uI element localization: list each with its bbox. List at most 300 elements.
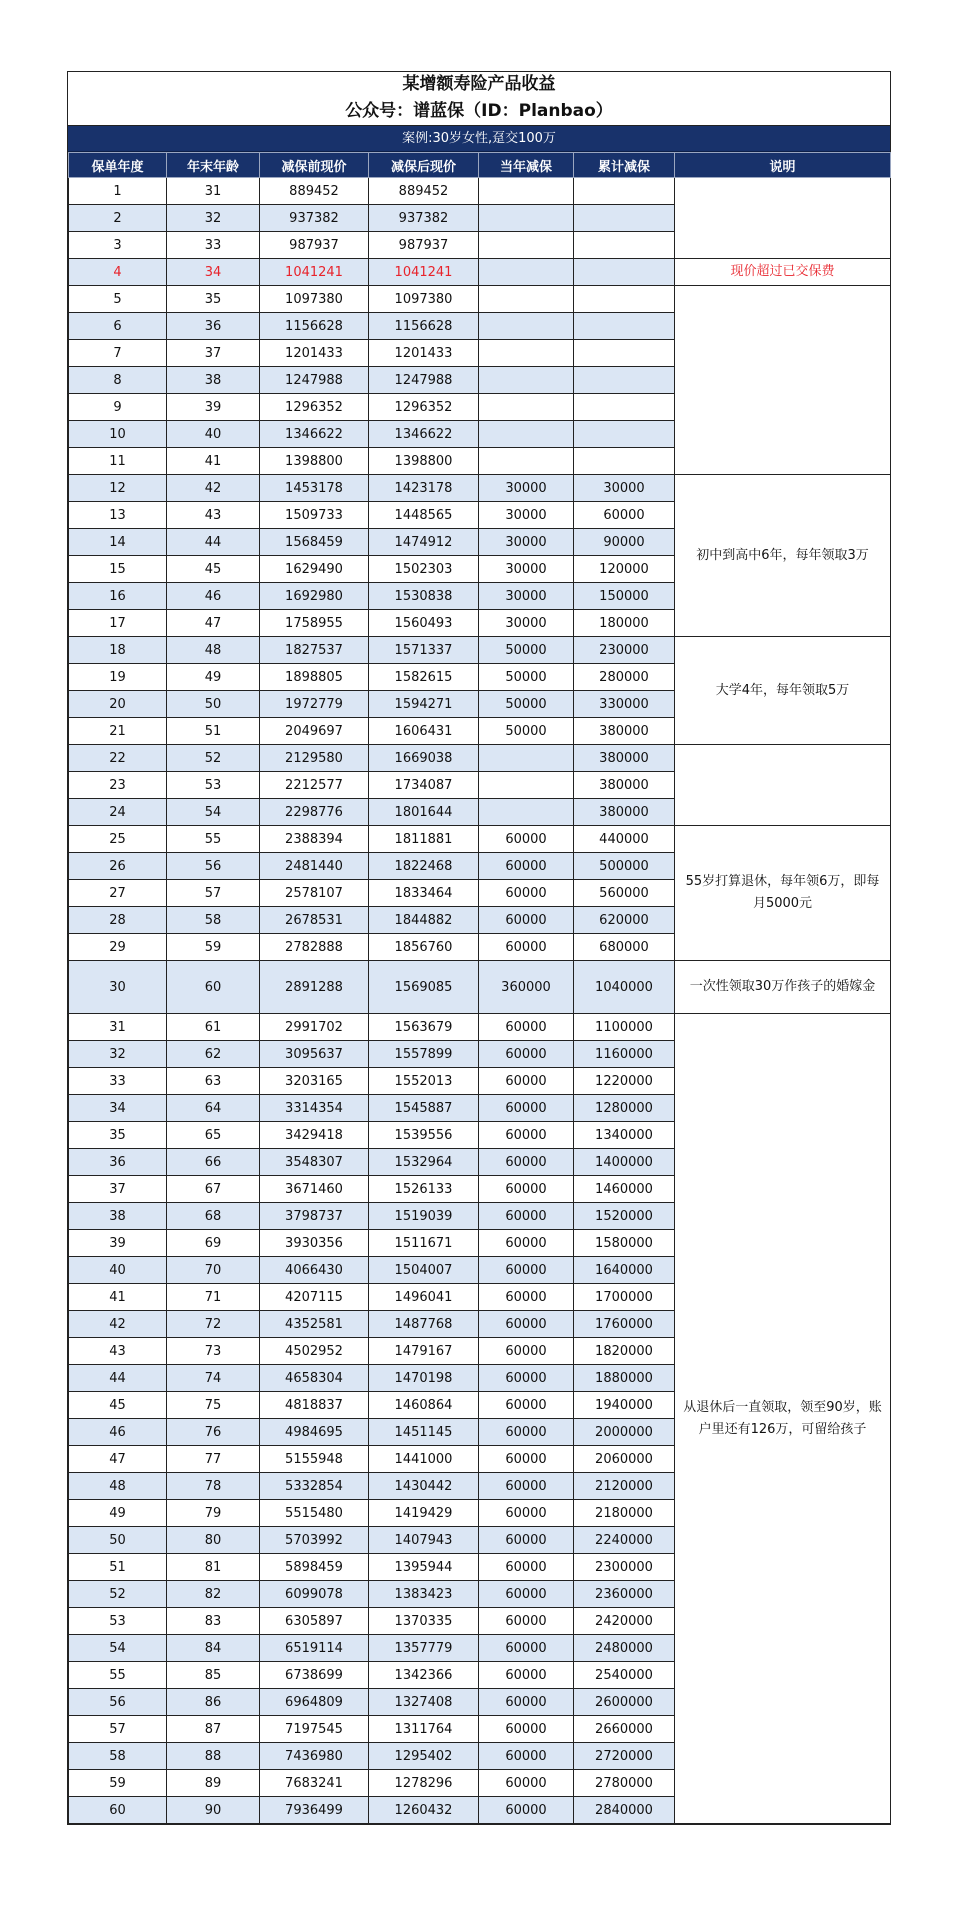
cell-age: 53 bbox=[167, 772, 260, 799]
cell-policy-year: 32 bbox=[69, 1041, 167, 1068]
cell-policy-year: 8 bbox=[69, 367, 167, 394]
cell-value-before: 1097380 bbox=[260, 286, 369, 313]
cell-value-after: 1278296 bbox=[369, 1770, 479, 1797]
cell-value-before: 1827537 bbox=[260, 637, 369, 664]
cell-age: 63 bbox=[167, 1068, 260, 1095]
cell-policy-year: 15 bbox=[69, 556, 167, 583]
cell-policy-year: 43 bbox=[69, 1338, 167, 1365]
cell-cumulative-withdrawal bbox=[574, 232, 675, 259]
cell-age: 32 bbox=[167, 205, 260, 232]
cell-annual-withdrawal bbox=[479, 178, 574, 205]
table-row bbox=[69, 745, 891, 772]
cell-cumulative-withdrawal: 1280000 bbox=[574, 1095, 675, 1122]
cell-annual-withdrawal: 60000 bbox=[479, 1527, 574, 1554]
cell-value-before: 1346622 bbox=[260, 421, 369, 448]
cell-age: 62 bbox=[167, 1041, 260, 1068]
cell-value-after: 1311764 bbox=[369, 1716, 479, 1743]
cell-value-before: 7436980 bbox=[260, 1743, 369, 1770]
cell-policy-year: 27 bbox=[69, 880, 167, 907]
cell-policy-year: 42 bbox=[69, 1311, 167, 1338]
sheet-title: 某增额寿险产品收益 bbox=[402, 74, 556, 94]
cell-value-after: 1487768 bbox=[369, 1311, 479, 1338]
cell-value-after: 1563679 bbox=[369, 1014, 479, 1041]
cell-cumulative-withdrawal: 500000 bbox=[574, 853, 675, 880]
cell-cumulative-withdrawal: 1640000 bbox=[574, 1257, 675, 1284]
note-cell bbox=[675, 178, 891, 259]
cell-policy-year: 35 bbox=[69, 1122, 167, 1149]
cell-value-after: 1451145 bbox=[369, 1419, 479, 1446]
cell-policy-year: 10 bbox=[69, 421, 167, 448]
cell-annual-withdrawal bbox=[479, 394, 574, 421]
cell-value-before: 2049697 bbox=[260, 718, 369, 745]
cell-value-after: 1526133 bbox=[369, 1176, 479, 1203]
cell-value-before: 3429418 bbox=[260, 1122, 369, 1149]
cell-policy-year: 58 bbox=[69, 1743, 167, 1770]
cell-value-before: 5332854 bbox=[260, 1473, 369, 1500]
cell-value-after: 1370335 bbox=[369, 1608, 479, 1635]
cell-cumulative-withdrawal bbox=[574, 448, 675, 475]
cell-annual-withdrawal: 60000 bbox=[479, 1311, 574, 1338]
cell-value-after: 1594271 bbox=[369, 691, 479, 718]
cell-value-after: 1504007 bbox=[369, 1257, 479, 1284]
cell-value-after: 1479167 bbox=[369, 1338, 479, 1365]
cell-policy-year: 53 bbox=[69, 1608, 167, 1635]
cell-annual-withdrawal: 60000 bbox=[479, 1797, 574, 1824]
cell-policy-year: 39 bbox=[69, 1230, 167, 1257]
header-value-after: 减保后现价 bbox=[369, 153, 479, 178]
cell-value-before: 4207115 bbox=[260, 1284, 369, 1311]
cell-policy-year: 7 bbox=[69, 340, 167, 367]
cell-policy-year: 51 bbox=[69, 1554, 167, 1581]
cell-value-before: 2388394 bbox=[260, 826, 369, 853]
cell-value-after: 1097380 bbox=[369, 286, 479, 313]
cell-age: 86 bbox=[167, 1689, 260, 1716]
cell-cumulative-withdrawal: 2840000 bbox=[574, 1797, 675, 1824]
cell-cumulative-withdrawal: 2060000 bbox=[574, 1446, 675, 1473]
cell-annual-withdrawal: 60000 bbox=[479, 853, 574, 880]
cell-annual-withdrawal bbox=[479, 205, 574, 232]
cell-value-before: 3314354 bbox=[260, 1095, 369, 1122]
cell-annual-withdrawal bbox=[479, 448, 574, 475]
insurance-sheet bbox=[67, 71, 891, 1825]
note-cell: 从退休后一直领取，领至90岁，账户里还有126万，可留给孩子 bbox=[675, 1014, 891, 1824]
cell-value-before: 3671460 bbox=[260, 1176, 369, 1203]
cell-value-before: 1568459 bbox=[260, 529, 369, 556]
sheet-subtitle: 公众号：谱蓝保（ID：Planbao） bbox=[68, 97, 890, 126]
cell-age: 54 bbox=[167, 799, 260, 826]
cell-annual-withdrawal: 50000 bbox=[479, 664, 574, 691]
cell-annual-withdrawal: 60000 bbox=[479, 880, 574, 907]
cell-policy-year: 50 bbox=[69, 1527, 167, 1554]
cell-cumulative-withdrawal: 1700000 bbox=[574, 1284, 675, 1311]
cell-cumulative-withdrawal: 380000 bbox=[574, 718, 675, 745]
cell-annual-withdrawal: 60000 bbox=[479, 934, 574, 961]
benefit-table bbox=[68, 152, 891, 1824]
cell-age: 64 bbox=[167, 1095, 260, 1122]
cell-value-after: 1201433 bbox=[369, 340, 479, 367]
table-row bbox=[69, 637, 891, 664]
cell-value-after: 1856760 bbox=[369, 934, 479, 961]
cell-policy-year: 12 bbox=[69, 475, 167, 502]
cell-annual-withdrawal: 60000 bbox=[479, 1257, 574, 1284]
cell-annual-withdrawal: 60000 bbox=[479, 1014, 574, 1041]
cell-annual-withdrawal: 60000 bbox=[479, 1581, 574, 1608]
cell-age: 68 bbox=[167, 1203, 260, 1230]
cell-age: 88 bbox=[167, 1743, 260, 1770]
table-row bbox=[69, 826, 891, 853]
cell-value-after: 1519039 bbox=[369, 1203, 479, 1230]
cell-cumulative-withdrawal bbox=[574, 313, 675, 340]
cell-policy-year: 55 bbox=[69, 1662, 167, 1689]
cell-annual-withdrawal: 60000 bbox=[479, 1392, 574, 1419]
table-body bbox=[69, 178, 891, 1824]
cell-age: 82 bbox=[167, 1581, 260, 1608]
cell-cumulative-withdrawal: 2000000 bbox=[574, 1419, 675, 1446]
cell-value-before: 1692980 bbox=[260, 583, 369, 610]
cell-value-after: 1383423 bbox=[369, 1581, 479, 1608]
cell-value-before: 1398800 bbox=[260, 448, 369, 475]
cell-annual-withdrawal: 30000 bbox=[479, 556, 574, 583]
cell-value-before: 2212577 bbox=[260, 772, 369, 799]
cell-policy-year: 33 bbox=[69, 1068, 167, 1095]
cell-policy-year: 28 bbox=[69, 907, 167, 934]
cell-value-before: 987937 bbox=[260, 232, 369, 259]
cell-value-after: 1571337 bbox=[369, 637, 479, 664]
cell-policy-year: 13 bbox=[69, 502, 167, 529]
cell-value-after: 1448565 bbox=[369, 502, 479, 529]
cell-policy-year: 54 bbox=[69, 1635, 167, 1662]
cell-value-after: 1156628 bbox=[369, 313, 479, 340]
cell-value-before: 889452 bbox=[260, 178, 369, 205]
cell-cumulative-withdrawal: 1820000 bbox=[574, 1338, 675, 1365]
cell-value-after: 1557899 bbox=[369, 1041, 479, 1068]
cell-policy-year: 14 bbox=[69, 529, 167, 556]
cell-annual-withdrawal: 30000 bbox=[479, 610, 574, 637]
cell-cumulative-withdrawal: 1160000 bbox=[574, 1041, 675, 1068]
cell-age: 76 bbox=[167, 1419, 260, 1446]
cell-annual-withdrawal: 50000 bbox=[479, 718, 574, 745]
cell-age: 43 bbox=[167, 502, 260, 529]
table-row bbox=[69, 178, 891, 205]
cell-policy-year: 59 bbox=[69, 1770, 167, 1797]
cell-value-before: 2481440 bbox=[260, 853, 369, 880]
cell-value-after: 1530838 bbox=[369, 583, 479, 610]
cell-annual-withdrawal: 60000 bbox=[479, 1095, 574, 1122]
cell-cumulative-withdrawal: 1520000 bbox=[574, 1203, 675, 1230]
cell-value-before: 4066430 bbox=[260, 1257, 369, 1284]
cell-value-after: 1430442 bbox=[369, 1473, 479, 1500]
cell-policy-year: 45 bbox=[69, 1392, 167, 1419]
cell-policy-year: 19 bbox=[69, 664, 167, 691]
cell-policy-year: 49 bbox=[69, 1500, 167, 1527]
cell-value-after: 1041241 bbox=[369, 259, 479, 286]
cell-age: 67 bbox=[167, 1176, 260, 1203]
cell-policy-year: 47 bbox=[69, 1446, 167, 1473]
cell-age: 74 bbox=[167, 1365, 260, 1392]
cell-age: 46 bbox=[167, 583, 260, 610]
cell-value-after: 1460864 bbox=[369, 1392, 479, 1419]
cell-annual-withdrawal: 60000 bbox=[479, 1743, 574, 1770]
cell-policy-year: 23 bbox=[69, 772, 167, 799]
cell-value-before: 6519114 bbox=[260, 1635, 369, 1662]
cell-annual-withdrawal: 60000 bbox=[479, 1068, 574, 1095]
cell-value-before: 4658304 bbox=[260, 1365, 369, 1392]
cell-policy-year: 31 bbox=[69, 1014, 167, 1041]
cell-age: 41 bbox=[167, 448, 260, 475]
cell-annual-withdrawal bbox=[479, 745, 574, 772]
cell-policy-year: 6 bbox=[69, 313, 167, 340]
cell-age: 42 bbox=[167, 475, 260, 502]
cell-cumulative-withdrawal: 30000 bbox=[574, 475, 675, 502]
cell-annual-withdrawal bbox=[479, 286, 574, 313]
cell-cumulative-withdrawal: 1880000 bbox=[574, 1365, 675, 1392]
note-cell: 现价超过已交保费 bbox=[675, 259, 891, 286]
cell-value-after: 1260432 bbox=[369, 1797, 479, 1824]
cell-age: 79 bbox=[167, 1500, 260, 1527]
cell-value-after: 1295402 bbox=[369, 1743, 479, 1770]
cell-policy-year: 26 bbox=[69, 853, 167, 880]
cell-value-before: 6305897 bbox=[260, 1608, 369, 1635]
cell-policy-year: 34 bbox=[69, 1095, 167, 1122]
cell-policy-year: 37 bbox=[69, 1176, 167, 1203]
cell-age: 38 bbox=[167, 367, 260, 394]
cell-cumulative-withdrawal: 1580000 bbox=[574, 1230, 675, 1257]
cell-cumulative-withdrawal: 380000 bbox=[574, 745, 675, 772]
header-annual-withdrawal: 当年减保 bbox=[479, 153, 574, 178]
cell-annual-withdrawal: 60000 bbox=[479, 1365, 574, 1392]
cell-policy-year: 16 bbox=[69, 583, 167, 610]
cell-cumulative-withdrawal: 2420000 bbox=[574, 1608, 675, 1635]
cell-age: 80 bbox=[167, 1527, 260, 1554]
cell-age: 85 bbox=[167, 1662, 260, 1689]
cell-cumulative-withdrawal: 1220000 bbox=[574, 1068, 675, 1095]
note-cell: 一次性领取30万作孩子的婚嫁金 bbox=[675, 961, 891, 1014]
cell-value-before: 3548307 bbox=[260, 1149, 369, 1176]
cell-cumulative-withdrawal: 1040000 bbox=[574, 961, 675, 1014]
cell-value-before: 6099078 bbox=[260, 1581, 369, 1608]
cell-value-before: 6964809 bbox=[260, 1689, 369, 1716]
cell-value-before: 2782888 bbox=[260, 934, 369, 961]
cell-cumulative-withdrawal: 120000 bbox=[574, 556, 675, 583]
cell-value-after: 1552013 bbox=[369, 1068, 479, 1095]
cell-age: 81 bbox=[167, 1554, 260, 1581]
cell-policy-year: 30 bbox=[69, 961, 167, 1014]
cell-annual-withdrawal: 60000 bbox=[479, 1662, 574, 1689]
table-row bbox=[69, 961, 891, 1014]
cell-age: 87 bbox=[167, 1716, 260, 1743]
cell-value-after: 1346622 bbox=[369, 421, 479, 448]
cell-annual-withdrawal: 30000 bbox=[479, 502, 574, 529]
cell-cumulative-withdrawal: 560000 bbox=[574, 880, 675, 907]
cell-value-before: 3798737 bbox=[260, 1203, 369, 1230]
case-banner: 案例:30岁女性,趸交100万 bbox=[68, 126, 890, 152]
cell-age: 33 bbox=[167, 232, 260, 259]
cell-value-before: 1972779 bbox=[260, 691, 369, 718]
cell-age: 35 bbox=[167, 286, 260, 313]
note-cell: 大学4年，每年领取5万 bbox=[675, 637, 891, 745]
cell-age: 73 bbox=[167, 1338, 260, 1365]
cell-age: 60 bbox=[167, 961, 260, 1014]
cell-age: 40 bbox=[167, 421, 260, 448]
cell-policy-year: 5 bbox=[69, 286, 167, 313]
cell-annual-withdrawal: 60000 bbox=[479, 1122, 574, 1149]
cell-cumulative-withdrawal: 440000 bbox=[574, 826, 675, 853]
cell-cumulative-withdrawal bbox=[574, 205, 675, 232]
cell-value-before: 7197545 bbox=[260, 1716, 369, 1743]
cell-annual-withdrawal: 60000 bbox=[479, 1338, 574, 1365]
header-policy-year: 保单年度 bbox=[69, 153, 167, 178]
cell-annual-withdrawal: 60000 bbox=[479, 1203, 574, 1230]
cell-age: 59 bbox=[167, 934, 260, 961]
cell-value-before: 4818837 bbox=[260, 1392, 369, 1419]
cell-value-before: 5155948 bbox=[260, 1446, 369, 1473]
cell-annual-withdrawal: 60000 bbox=[479, 1446, 574, 1473]
cell-cumulative-withdrawal: 180000 bbox=[574, 610, 675, 637]
cell-policy-year: 21 bbox=[69, 718, 167, 745]
cell-age: 48 bbox=[167, 637, 260, 664]
cell-value-before: 6738699 bbox=[260, 1662, 369, 1689]
cell-value-after: 1511671 bbox=[369, 1230, 479, 1257]
cell-cumulative-withdrawal: 680000 bbox=[574, 934, 675, 961]
cell-annual-withdrawal bbox=[479, 313, 574, 340]
cell-value-after: 1395944 bbox=[369, 1554, 479, 1581]
cell-value-before: 3095637 bbox=[260, 1041, 369, 1068]
cell-value-before: 937382 bbox=[260, 205, 369, 232]
cell-policy-year: 38 bbox=[69, 1203, 167, 1230]
cell-value-after: 1822468 bbox=[369, 853, 479, 880]
cell-age: 78 bbox=[167, 1473, 260, 1500]
cell-cumulative-withdrawal: 230000 bbox=[574, 637, 675, 664]
cell-value-before: 1758955 bbox=[260, 610, 369, 637]
cell-annual-withdrawal bbox=[479, 799, 574, 826]
cell-age: 49 bbox=[167, 664, 260, 691]
cell-cumulative-withdrawal: 2480000 bbox=[574, 1635, 675, 1662]
cell-age: 34 bbox=[167, 259, 260, 286]
cell-value-before: 1629490 bbox=[260, 556, 369, 583]
cell-annual-withdrawal bbox=[479, 367, 574, 394]
cell-cumulative-withdrawal: 2120000 bbox=[574, 1473, 675, 1500]
cell-cumulative-withdrawal: 2240000 bbox=[574, 1527, 675, 1554]
cell-annual-withdrawal: 60000 bbox=[479, 1419, 574, 1446]
cell-value-after: 1423178 bbox=[369, 475, 479, 502]
cell-cumulative-withdrawal: 1400000 bbox=[574, 1149, 675, 1176]
cell-policy-year: 48 bbox=[69, 1473, 167, 1500]
cell-age: 56 bbox=[167, 853, 260, 880]
cell-annual-withdrawal: 60000 bbox=[479, 1230, 574, 1257]
cell-age: 51 bbox=[167, 718, 260, 745]
cell-value-after: 1441000 bbox=[369, 1446, 479, 1473]
cell-value-after: 1811881 bbox=[369, 826, 479, 853]
cell-cumulative-withdrawal bbox=[574, 421, 675, 448]
cell-policy-year: 22 bbox=[69, 745, 167, 772]
cell-age: 31 bbox=[167, 178, 260, 205]
cell-annual-withdrawal: 50000 bbox=[479, 637, 574, 664]
cell-cumulative-withdrawal: 60000 bbox=[574, 502, 675, 529]
cell-annual-withdrawal: 60000 bbox=[479, 1716, 574, 1743]
cell-policy-year: 3 bbox=[69, 232, 167, 259]
cell-value-after: 1606431 bbox=[369, 718, 479, 745]
cell-value-after: 1407943 bbox=[369, 1527, 479, 1554]
cell-value-before: 1247988 bbox=[260, 367, 369, 394]
cell-value-after: 1247988 bbox=[369, 367, 479, 394]
cell-cumulative-withdrawal bbox=[574, 178, 675, 205]
header-value-before: 减保前现价 bbox=[260, 153, 369, 178]
cell-value-after: 1502303 bbox=[369, 556, 479, 583]
cell-cumulative-withdrawal: 2720000 bbox=[574, 1743, 675, 1770]
cell-value-after: 1801644 bbox=[369, 799, 479, 826]
cell-cumulative-withdrawal: 380000 bbox=[574, 799, 675, 826]
cell-age: 36 bbox=[167, 313, 260, 340]
header-age: 年末年龄 bbox=[167, 153, 260, 178]
cell-age: 37 bbox=[167, 340, 260, 367]
cell-cumulative-withdrawal bbox=[574, 367, 675, 394]
cell-annual-withdrawal: 60000 bbox=[479, 1608, 574, 1635]
cell-age: 45 bbox=[167, 556, 260, 583]
cell-policy-year: 11 bbox=[69, 448, 167, 475]
cell-annual-withdrawal bbox=[479, 421, 574, 448]
cell-value-after: 1560493 bbox=[369, 610, 479, 637]
note-cell bbox=[675, 745, 891, 826]
cell-policy-year: 20 bbox=[69, 691, 167, 718]
cell-value-before: 1898805 bbox=[260, 664, 369, 691]
cell-annual-withdrawal: 60000 bbox=[479, 1554, 574, 1581]
header-row bbox=[69, 153, 891, 178]
cell-value-before: 4502952 bbox=[260, 1338, 369, 1365]
cell-annual-withdrawal bbox=[479, 772, 574, 799]
cell-cumulative-withdrawal: 380000 bbox=[574, 772, 675, 799]
cell-age: 72 bbox=[167, 1311, 260, 1338]
header-cumulative-withdrawal: 累计减保 bbox=[574, 153, 675, 178]
cell-value-after: 1844882 bbox=[369, 907, 479, 934]
cell-value-before: 1296352 bbox=[260, 394, 369, 421]
cell-value-before: 1453178 bbox=[260, 475, 369, 502]
cell-value-after: 1582615 bbox=[369, 664, 479, 691]
cell-cumulative-withdrawal: 1940000 bbox=[574, 1392, 675, 1419]
cell-cumulative-withdrawal bbox=[574, 340, 675, 367]
cell-cumulative-withdrawal bbox=[574, 259, 675, 286]
cell-annual-withdrawal: 60000 bbox=[479, 1689, 574, 1716]
cell-cumulative-withdrawal: 2600000 bbox=[574, 1689, 675, 1716]
cell-age: 66 bbox=[167, 1149, 260, 1176]
cell-value-before: 5898459 bbox=[260, 1554, 369, 1581]
cell-age: 47 bbox=[167, 610, 260, 637]
cell-policy-year: 56 bbox=[69, 1689, 167, 1716]
cell-policy-year: 44 bbox=[69, 1365, 167, 1392]
cell-cumulative-withdrawal: 2780000 bbox=[574, 1770, 675, 1797]
cell-value-before: 7936499 bbox=[260, 1797, 369, 1824]
cell-value-before: 1201433 bbox=[260, 340, 369, 367]
cell-value-before: 3930356 bbox=[260, 1230, 369, 1257]
cell-value-before: 5703992 bbox=[260, 1527, 369, 1554]
cell-value-before: 2991702 bbox=[260, 1014, 369, 1041]
cell-value-before: 2129580 bbox=[260, 745, 369, 772]
cell-policy-year: 29 bbox=[69, 934, 167, 961]
cell-value-after: 1569085 bbox=[369, 961, 479, 1014]
cell-cumulative-withdrawal: 280000 bbox=[574, 664, 675, 691]
cell-age: 65 bbox=[167, 1122, 260, 1149]
cell-value-after: 1398800 bbox=[369, 448, 479, 475]
cell-annual-withdrawal bbox=[479, 232, 574, 259]
cell-policy-year: 57 bbox=[69, 1716, 167, 1743]
cell-policy-year: 18 bbox=[69, 637, 167, 664]
cell-value-before: 1156628 bbox=[260, 313, 369, 340]
cell-annual-withdrawal bbox=[479, 259, 574, 286]
cell-cumulative-withdrawal: 620000 bbox=[574, 907, 675, 934]
cell-value-before: 2578107 bbox=[260, 880, 369, 907]
cell-value-after: 1833464 bbox=[369, 880, 479, 907]
cell-value-after: 1669038 bbox=[369, 745, 479, 772]
cell-annual-withdrawal: 60000 bbox=[479, 826, 574, 853]
